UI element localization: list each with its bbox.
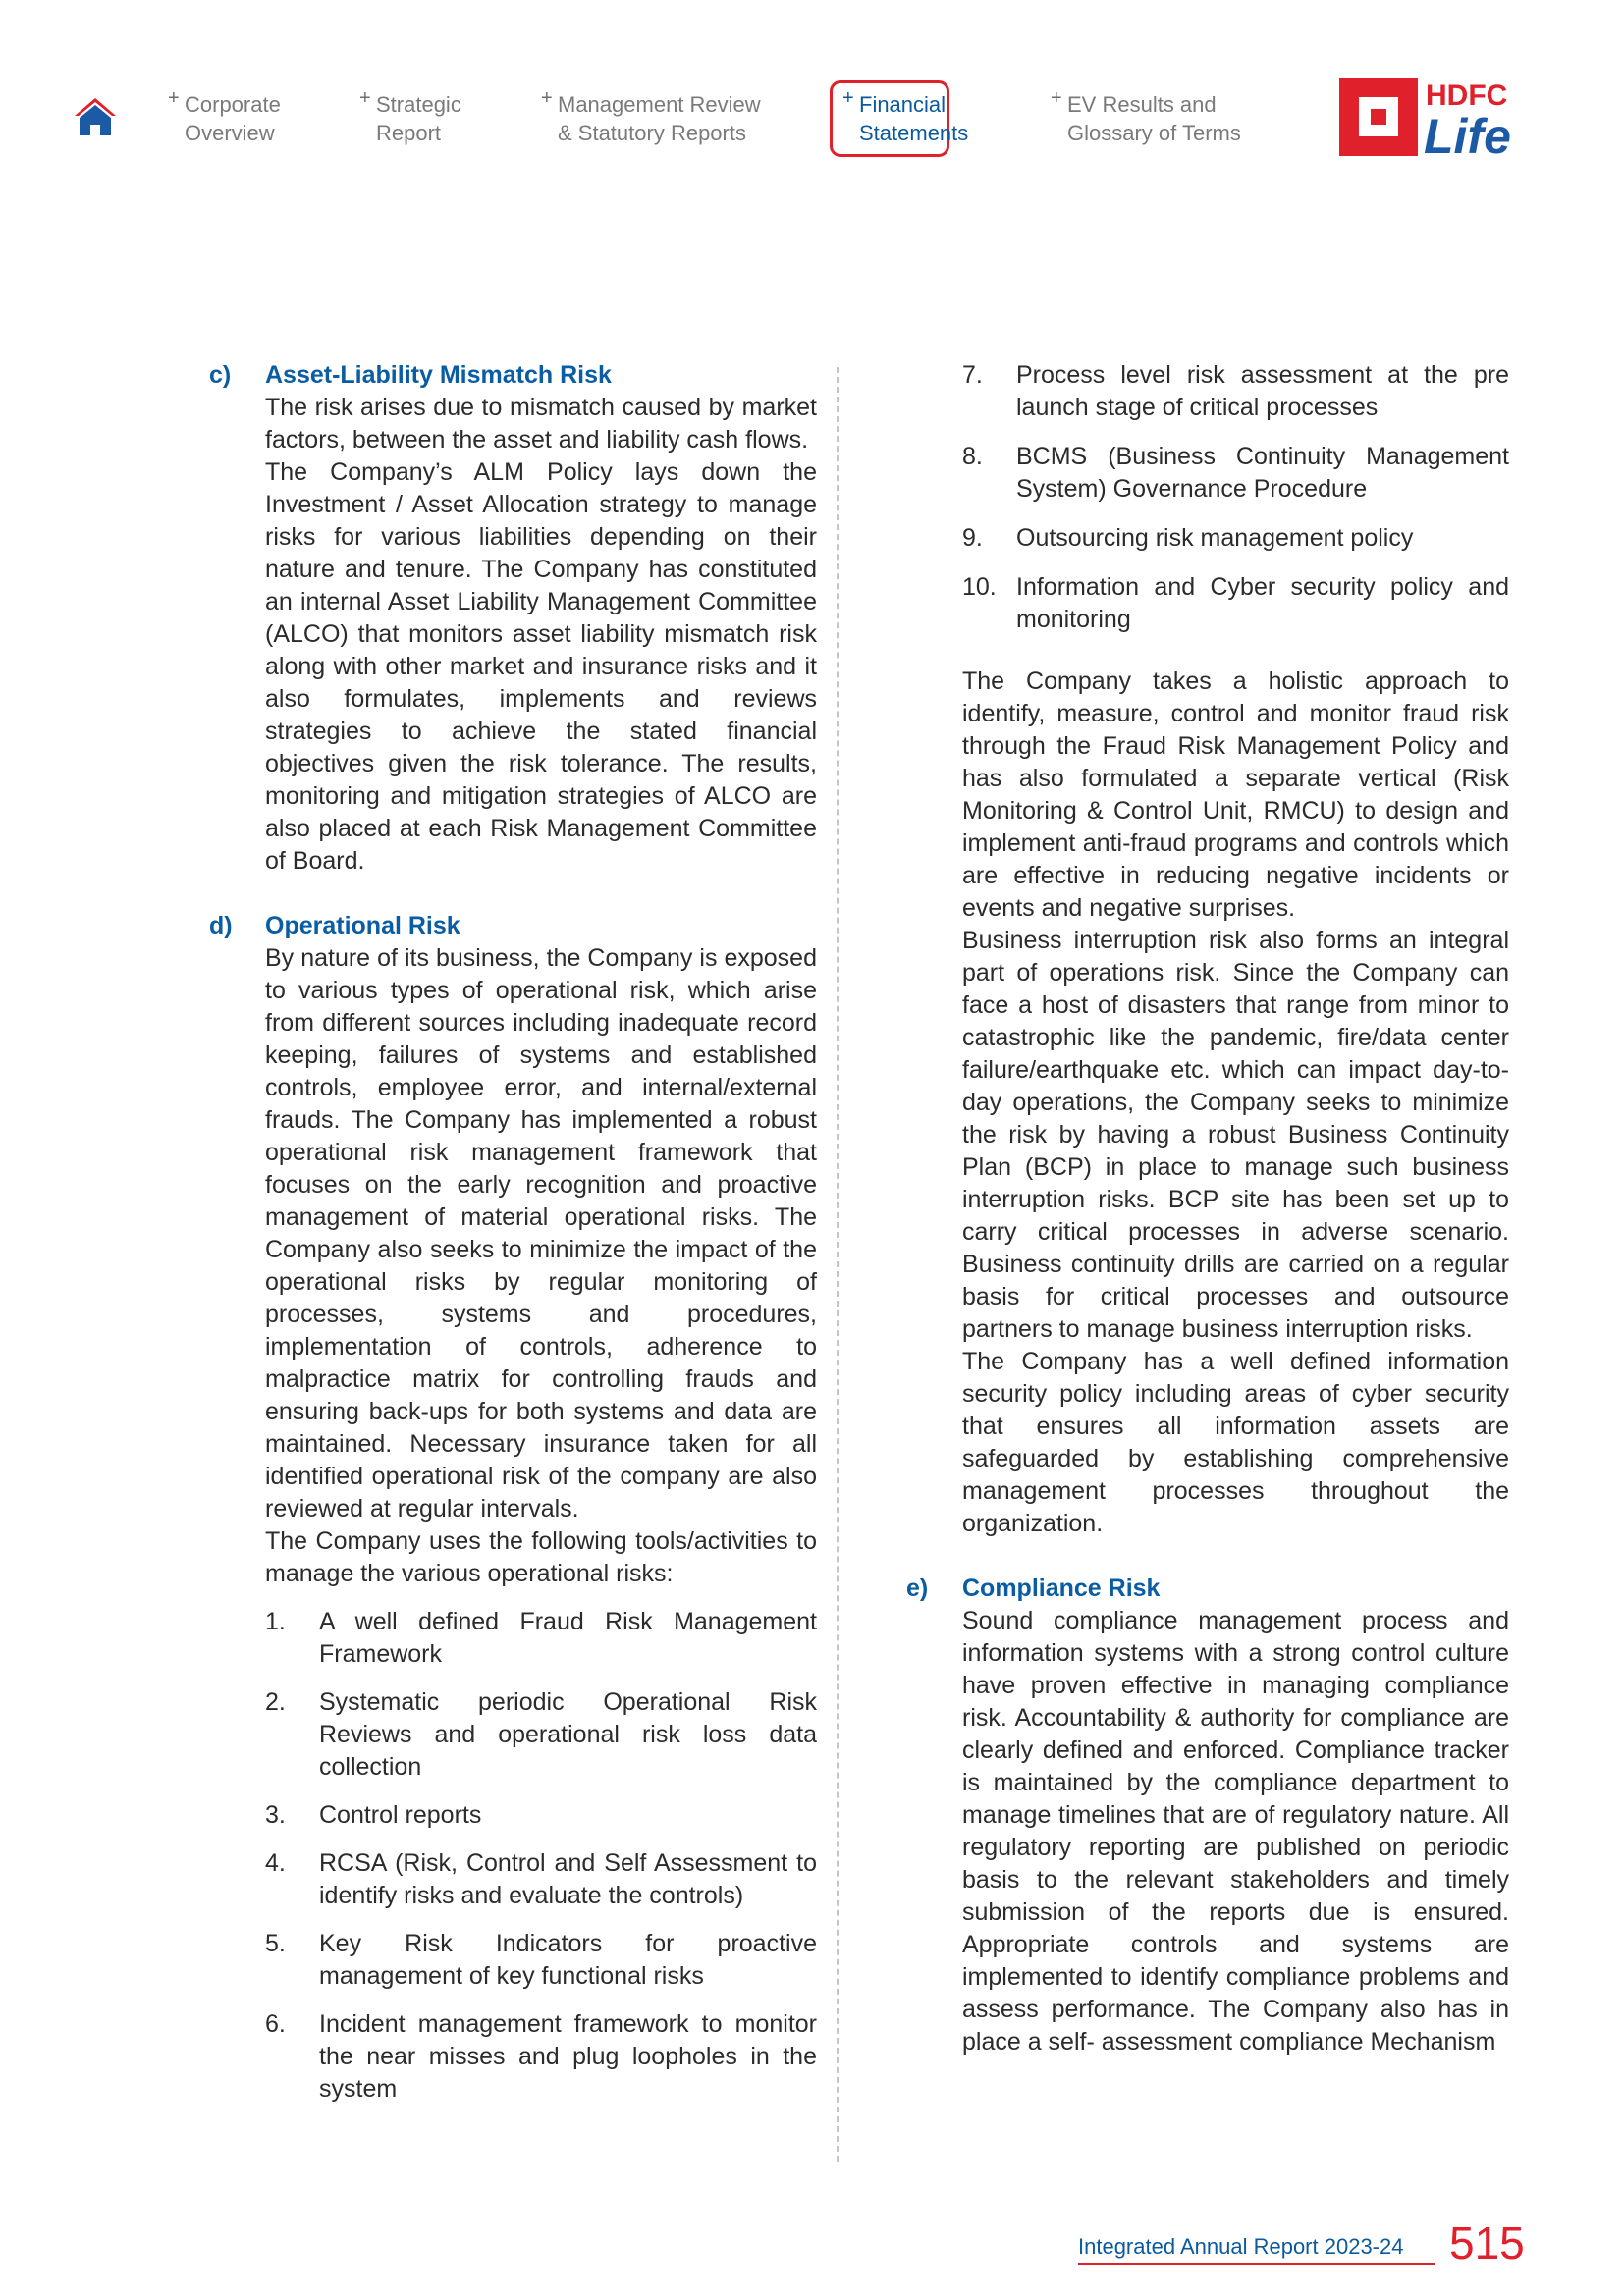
list-item: 3. Control reports: [265, 1801, 482, 1829]
nav-management-review[interactable]: + Management Review & Statutory Reports: [541, 87, 761, 145]
nav-ev-results[interactable]: + EV Results and Glossary of Terms: [1051, 87, 1241, 145]
list-item: 2. Systematic periodic Operational Risk Reviews and operational risk loss data collection: [265, 1688, 817, 1781]
right-column: [906, 359, 1509, 2058]
section-e-paragraph-1: Sound compliance management process and information systems with a strong control culture have proven effective in managing compliance risk. Accountability & authority for compliance are clearly defined and enforced. Compliance tracker is maintained by the compliance department to manage timelines that are of regulatory nature. All regulatory reporting are published on periodic basis to the relevant stakeholders and timely submission of the reports due is ensured. Appropriate controls and systems are implemented to identify compliance problems and assess performance. The Company also has in place a self- assessment compliance Mechanism: [962, 1607, 1509, 2056]
nav-strategic-report[interactable]: + Strategic Report: [359, 87, 461, 145]
nav-financial-statements[interactable]: + Financial Statements: [842, 87, 969, 145]
page-number: 515: [1449, 2217, 1525, 2269]
list-item: 7. Process level risk assessment at the pre launch stage of critical processes: [962, 361, 1509, 421]
section-c-paragraph-2: The Company’s ALM Policy lays down the Investment / Asset Allocation strategy to manage risks for various liabilities depending on their nature and tenure. The Company has constituted an internal Asset Liability Management Committee (ALCO) that monitors asset liability mismatch risk along with other market and insurance risks and it also formulates, implements and reviews strategies to achieve the stated financial objectives given the risk tolerance. The results, monitoring and mitigation strategies of ALCO are also placed at each Risk Management Committee of Board.: [265, 458, 817, 875]
page-footer: [1078, 2217, 1525, 2273]
column-divider: [837, 367, 839, 2162]
nav-corporate-overview[interactable]: + Corporate Overview: [168, 87, 281, 145]
footer-underline: [1078, 2263, 1435, 2265]
list-item: 4. RCSA (Risk, Control and Self Assessment to identify risks and evaluate the controls): [265, 1849, 817, 1909]
tools-list-right: [962, 359, 1509, 636]
home-icon[interactable]: [73, 96, 118, 137]
list-item: 8. BCMS (Business Continuity Management System) Governance Procedure: [962, 443, 1509, 503]
svg-text:Life: Life: [1424, 109, 1511, 157]
list-item: 9. Outsourcing risk management policy: [962, 524, 1414, 552]
fraud-paragraph: The Company takes a holistic approach to identify, measure, control and monitor fraud risk through the Fraud Risk Management Policy and has also formulated a separate vertical (Risk Monitoring & Control Unit, RMCU) to design and implement anti-fraud programs and controls which are effective in reducing negative incidents or events and negative surprises.: [962, 667, 1509, 922]
list-item: 6. Incident management framework to monitor the near misses and plug loopholes in the system: [265, 2010, 817, 2103]
report-title: Integrated Annual Report 2023-24: [1078, 2234, 1404, 2259]
list-item: 5. Key Risk Indicators for proactive management of key functional risks: [265, 1930, 817, 1990]
list-item: 1. A well defined Fraud Risk Management Framework: [265, 1608, 817, 1668]
svg-text:HDFC: HDFC: [1426, 80, 1508, 112]
section-d-heading: d) Operational Risk: [209, 912, 460, 939]
left-column: [209, 359, 817, 2121]
hdfc-life-logo: [1335, 77, 1528, 157]
section-c-paragraph-1: The risk arises due to mismatch caused by market factors, between the asset and liability cash flows.: [265, 394, 817, 454]
infosec-paragraph: The Company has a well defined information security policy including areas of cyber security that ensures all information assets are safeguarded by establishing comprehensive management processes throughout the organization.: [962, 1348, 1509, 1537]
section-d-paragraph-1: By nature of its business, the Company is exposed to various types of operational risk, which arise from different sources including inadequate record keeping, failures of systems and established controls, employee error, and internal/external frauds. The Company has implemented a robust operational risk management framework that focuses on the early recognition and proactive management of material operational risks. The Company also seeks to minimize the impact of the operational risks by regular monitoring of processes, systems and procedures, implementation of controls, adherence to malpractice matrix for controlling frauds and ensuring back-ups for both systems and data are maintained. Necessary insurance taken for all identified operational risk of the company are also reviewed at regular intervals.: [265, 944, 817, 1522]
section-d-paragraph-2: The Company uses the following tools/activities to manage the various operational risks:: [265, 1527, 817, 1587]
section-c-heading: c) Asset-Liability Mismatch Risk: [209, 361, 612, 389]
section-e-heading: e) Compliance Risk: [906, 1575, 1161, 1602]
tools-list-left: [265, 1606, 817, 2106]
bcp-paragraph: Business interruption risk also forms an integral part of operations risk. Since the Company can face a host of disasters that range from minor to catastrophic like the pandemic, fire/data center failure/earthquake etc. which can impact day-to-day operations, the Company seeks to minimize the risk by having a robust Business Continuity Plan (BCP) in place to manage such business interruption risks. BCP site has been set up to carry critical processes in adverse scenario. Business continuity drills are carried on a regular basis for critical processes and outsource partners to manage business interruption risks.: [962, 927, 1509, 1343]
list-item: 10. Information and Cyber security policy and monitoring: [962, 573, 1509, 633]
